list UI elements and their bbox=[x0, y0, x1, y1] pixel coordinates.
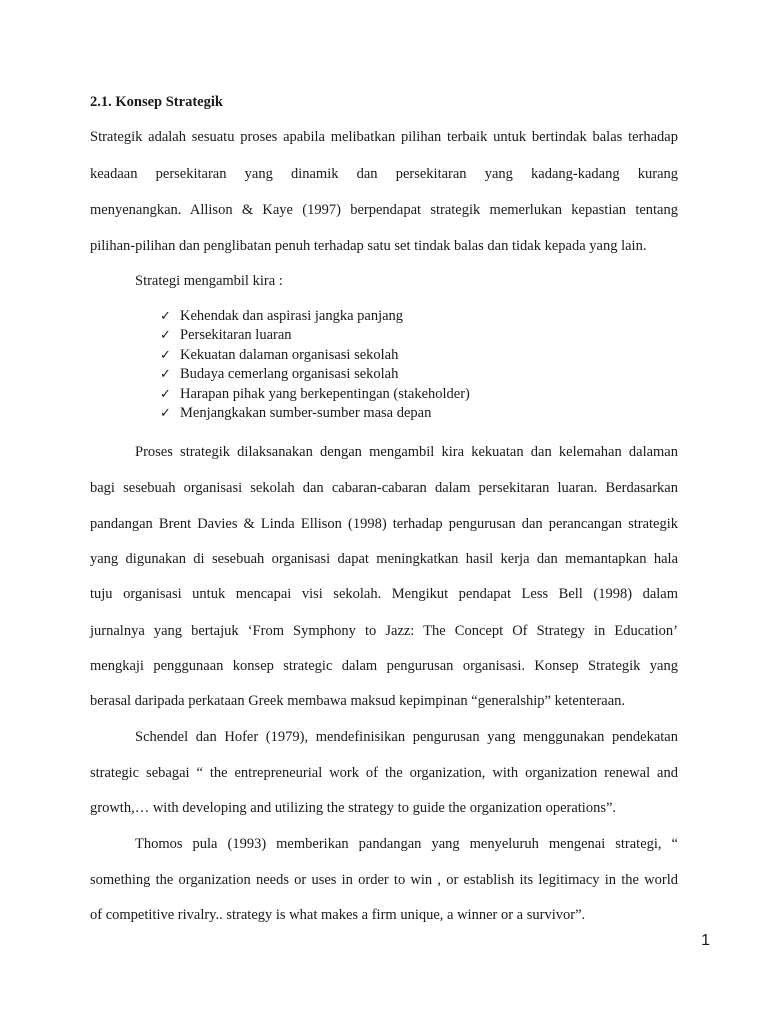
paragraph-line: of competitive rivalry.. strategy is what makes a firm unique, a winner or a survivor”. bbox=[90, 907, 586, 923]
paragraph-line: pandangan Brent Davies & Linda Ellison (1998) terhadap pengurusan dan perancangan strategik bbox=[90, 516, 678, 532]
paragraph-line: growth,… with developing and utilizing the strategy to guide the organization operations”. bbox=[90, 800, 617, 816]
list-item bbox=[160, 346, 470, 365]
list-item bbox=[160, 365, 470, 384]
paragraph-line: pilihan-pilihan dan penglibatan penuh terhadap satu set tindak balas dan tidak kepada yang lain. bbox=[90, 238, 647, 254]
list-item-label: Kekuatan dalaman organisasi sekolah bbox=[180, 346, 399, 363]
page-number: 1 bbox=[701, 932, 710, 949]
list-intro: Strategi mengambil kira : bbox=[135, 273, 283, 289]
paragraph-line: Thomos pula (1993) memberikan pandangan yang menyeluruh mengenai strategi, “ bbox=[135, 836, 678, 852]
list-item bbox=[160, 307, 470, 326]
section-heading: 2.1. Konsep Strategik bbox=[90, 94, 223, 110]
paragraph-line: yang digunakan di sesebuah organisasi dapat meningkatkan hasil kerja dan memantapkan hala bbox=[90, 551, 678, 567]
checkmark-icon: ✓ bbox=[160, 347, 171, 363]
paragraph-line: bagi sesebuah organisasi sekolah dan cabaran-cabaran dalam persekitaran luaran. Berdasarkan bbox=[90, 480, 678, 496]
paragraph-line: Proses strategik dilaksanakan dengan mengambil kira kekuatan dan kelemahan dalaman bbox=[135, 444, 678, 460]
paragraph-line: keadaan persekitaran yang dinamik dan persekitaran yang kadang-kadang kurang bbox=[90, 166, 678, 182]
paragraph-line: Schendel dan Hofer (1979), mendefinisikan pengurusan yang menggunakan pendekatan bbox=[135, 729, 678, 745]
list-item-label: Kehendak dan aspirasi jangka panjang bbox=[180, 308, 404, 324]
list-item-label: Persekitaran luaran bbox=[180, 327, 292, 344]
paragraph-line: jurnalnya yang bertajuk ‘From Symphony to Jazz: The Concept Of Strategy in Education’ bbox=[90, 623, 678, 639]
paragraph-line: Strategik adalah sesuatu proses apabila melibatkan pilihan terbaik untuk bertindak balas terhadap bbox=[90, 129, 678, 145]
paragraph-line: strategic sebagai “ the entrepreneurial work of the organization, with organization renewal and bbox=[90, 765, 678, 781]
paragraph-line: berasal daripada perkataan Greek membawa maksud kepimpinan “generalship” ketenteraan. bbox=[90, 693, 626, 709]
checkmark-icon: ✓ bbox=[160, 328, 171, 344]
list-item-label: Menjangkakan sumber-sumber masa depan bbox=[180, 404, 432, 421]
checkmark-icon: ✓ bbox=[160, 309, 171, 324]
list-item bbox=[160, 326, 470, 345]
paragraph-line: something the organization needs or uses in order to win , or establish its legitimacy in the world bbox=[90, 872, 678, 888]
list-item bbox=[160, 404, 470, 423]
paragraph-line: mengkaji penggunaan konsep strategic dalam pengurusan organisasi. Konsep Strategik yang bbox=[90, 658, 678, 674]
checkmark-icon: ✓ bbox=[160, 405, 171, 421]
checkmark-icon: ✓ bbox=[160, 367, 171, 383]
list-item-label: Harapan pihak yang berkepentingan (stakeholder) bbox=[180, 385, 470, 402]
list-item bbox=[160, 385, 470, 404]
paragraph-line: menyenangkan. Allison & Kaye (1997) berpendapat strategik memerlukan kepastian tentang bbox=[90, 202, 678, 218]
paragraph-line: tuju organisasi untuk mencapai visi sekolah. Mengikut pendapat Less Bell (1998) dalam bbox=[90, 586, 678, 602]
list-item-label: Budaya cemerlang organisasi sekolah bbox=[180, 366, 399, 383]
checkmark-icon: ✓ bbox=[160, 386, 171, 402]
criteria-list bbox=[160, 307, 470, 423]
